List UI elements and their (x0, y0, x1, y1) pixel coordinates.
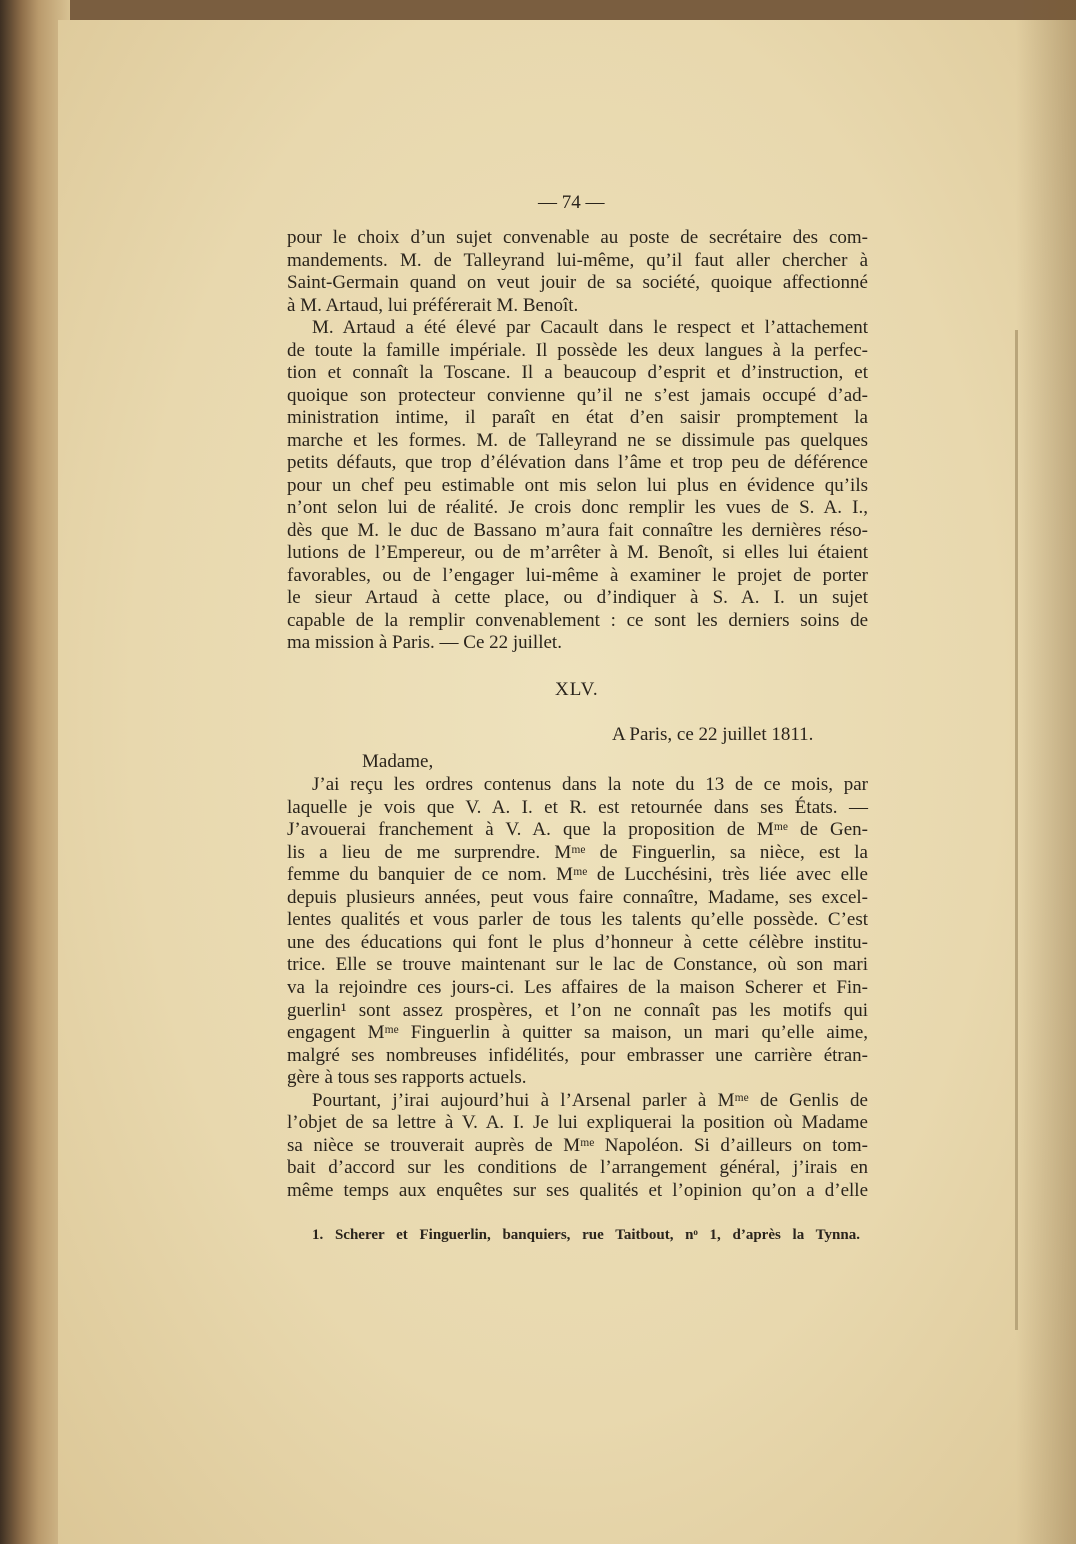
text-line: petits défauts, que trop d’élévation dans l’âme et trop peu de déférence (287, 452, 868, 473)
letter-salutation: Madame, (362, 751, 434, 772)
text-line: de toute la famille impériale. Il possède les deux langues à la perfec- (287, 339, 868, 361)
text-line: le sieur Artaud à cette place, ou d’indiquer à S. A. I. un sujet (287, 587, 868, 608)
text-line: n’ont selon lui de réalité. Je crois donc remplir les vues de S. A. I., (287, 497, 868, 518)
text-line: depuis plusieurs années, peut vous faire connaître, Madame, ses excel- (287, 886, 868, 908)
letter-heading: XLV. (555, 679, 599, 700)
text-line: J’avouerai franchement à V. A. que la proposition de Mᵐᵉ de Gen- (287, 819, 868, 841)
text-line: gère à tous ses rapports actuels. (287, 1067, 527, 1089)
text-line: guerlin¹ sont assez prospères, et l’on ne connaît pas les motifs qui (287, 999, 868, 1021)
text-line: marche et les formes. M. de Talleyrand ne se dissimule pas quelques (287, 429, 868, 451)
text-line: ma mission à Paris. — Ce 22 juillet. (287, 632, 562, 653)
text-line: dès que M. le duc de Bassano m’aura fait connaître les dernières réso- (287, 519, 868, 541)
text-line: J’ai reçu les ordres contenus dans la note du 13 de ce mois, par (312, 774, 868, 795)
text-line: M. Artaud a été élevé par Cacault dans le respect et l’attachement (312, 317, 868, 338)
text-line: laquelle je vois que V. A. I. et R. est retournée dans ses États. — (287, 796, 868, 818)
text-line: engagent Mᵐᵉ Finguerlin à quitter sa maison, un mari qu’elle aime, (287, 1022, 868, 1044)
text-line: va la rejoindre ces jours-ci. Les affaires de la maison Scherer et Fin- (287, 976, 868, 998)
letter-dateline: A Paris, ce 22 juillet 1811. (612, 724, 814, 745)
text-line: tion et connaît la Toscane. Il a beaucoup d’esprit et d’instruction, et (287, 362, 868, 383)
text-line: pour un chef peu estimable ont mis selon lui plus en évidence qu’ils (287, 474, 868, 496)
text-line: lis a lieu de me surprendre. Mᵐᵉ de Finguerlin, sa nièce, est la (287, 841, 868, 863)
text-line: capable de la remplir convenablement : ce sont les derniers soins de (287, 609, 868, 631)
text-line: ministration intime, il paraît en état d’en saisir promptement la (287, 407, 868, 428)
page-number: — 74 — (538, 192, 605, 213)
text-line: malgré ses nombreuses infidélités, pour embrasser une carrière étran- (287, 1044, 868, 1066)
text-line: Saint-Germain quand on veut jouir de sa société, quoique affectionné (287, 272, 868, 293)
text-line: quoique son protecteur convienne qu’il ne s’est jamais occupé d’ad- (287, 384, 868, 406)
text-line: une des éducations qui font le plus d’honneur à cette célèbre institu- (287, 931, 868, 953)
page-shadow (1016, 0, 1076, 1544)
text-line: femme du banquier de ce nom. Mᵐᵉ de Lucchésini, très liée avec elle (287, 864, 868, 886)
text-line: Pourtant, j’irai aujourd’hui à l’Arsenal parler à Mᵐᵉ de Genlis de (312, 1089, 868, 1111)
text-line: l’objet de sa lettre à V. A. I. Je lui expliquerai la position où Madame (287, 1112, 868, 1134)
text-line: bait d’accord sur les conditions de l’arrangement général, j’irais en (287, 1157, 868, 1179)
text-line: à M. Artaud, lui préférerait M. Benoît. (287, 294, 579, 316)
text-line: favorables, ou de l’engager lui-même à examiner le projet de porter (287, 564, 868, 586)
text-line: pour le choix d’un sujet convenable au poste de secrétaire des com- (287, 227, 868, 248)
text-line: sa nièce se trouverait auprès de Mᵐᵉ Napoléon. Si d’ailleurs on tom- (287, 1134, 868, 1156)
text-line: même temps aux enquêtes sur ses qualités et l’opinion qu’on a d’elle (287, 1179, 868, 1201)
text-line: lutions de l’Empereur, ou de m’arrêter à M. Benoît, si elles lui étaient (287, 542, 868, 563)
text-line: trice. Elle se trouve maintenant sur le lac de Constance, où son mari (287, 954, 868, 976)
footnote: 1. Scherer et Finguerlin, banquiers, rue Taitbout, nᵒ 1, d’après la Tynna. (312, 1227, 860, 1243)
next-page-edge (1015, 330, 1018, 1330)
text-line: lentes qualités et vous parler de tous les talents qu’elle possède. C’est (287, 909, 868, 931)
text-line: mandements. M. de Talleyrand lui-même, qu’il faut aller chercher à (287, 249, 868, 271)
